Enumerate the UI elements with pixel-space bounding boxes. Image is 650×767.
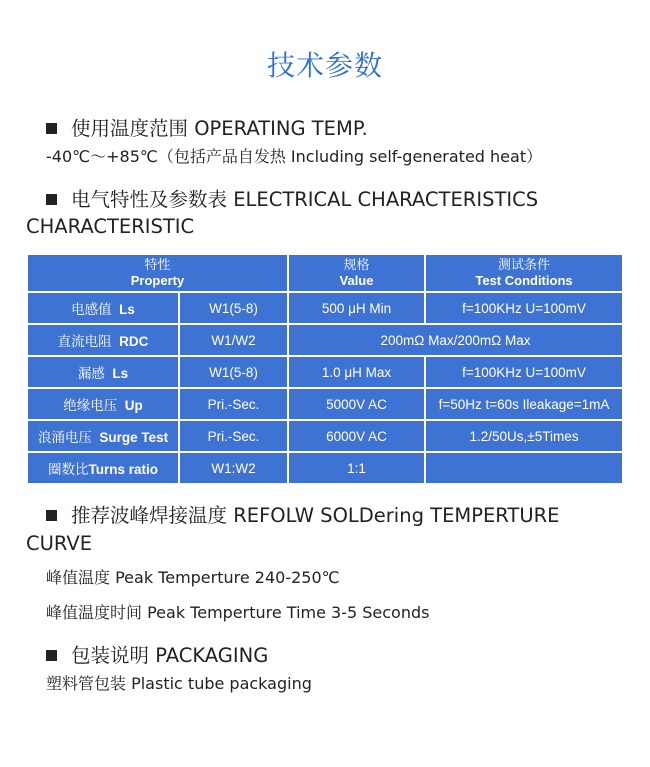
peak-time-text: 峰值温度时间 Peak Temperture Time 3-5 Seconds — [46, 603, 430, 622]
merged-value-cell: 200mΩ Max/200mΩ Max — [288, 324, 623, 356]
property-cell — [27, 356, 179, 388]
bullet-square-icon — [46, 123, 57, 134]
header-test-en: Test Conditions — [475, 273, 573, 288]
reflow-heading-line2: CURVE — [26, 532, 93, 555]
table-row — [27, 292, 623, 324]
electrical-heading-line2: CHARACTERISTIC — [26, 215, 195, 238]
packaging-text: 塑料管包装 Plastic tube packaging — [46, 674, 312, 693]
table-header-row — [27, 254, 623, 292]
header-property-en: Property — [130, 273, 185, 288]
property-cn: 直流电阻 — [57, 334, 112, 349]
electrical-heading-line1: 电气特性及参数表 ELECTRICAL CHARACTERISTICS — [71, 188, 539, 211]
property-cn: 漏感 — [77, 366, 105, 381]
property-cn: 浪涌电压 — [37, 430, 92, 445]
operating-temp-heading-text: 使用温度范围 OPERATING TEMP. — [71, 117, 368, 140]
header-value-en: Value — [339, 273, 374, 288]
property-en: Up — [124, 398, 143, 413]
table-row — [27, 452, 623, 484]
header-property — [27, 254, 288, 292]
reflow-heading-line1: 推荐波峰焊接温度 REFOLW SOLDering TEMPERTURE — [71, 504, 560, 527]
peak-temp-text: 峰值温度 Peak Temperture 240-250℃ — [46, 568, 340, 587]
value-cell: 5000V AC — [288, 388, 425, 420]
operating-temp-text: -40℃～+85℃（包括产品自发热 Including self-generated heat） — [46, 147, 543, 166]
property-en: Turns ratio — [88, 462, 158, 477]
property-en: RDC — [119, 334, 149, 349]
value-cell: 1:1 — [288, 452, 425, 484]
operating-temp-heading — [26, 115, 626, 143]
pins-cell: W1(5-8) — [179, 356, 288, 388]
property-cell — [27, 324, 179, 356]
property-cell — [27, 420, 179, 452]
test-cell: f=100KHz U=100mV — [425, 292, 623, 324]
page-title: 技术参数 — [266, 49, 383, 82]
pins-cell: Pri.-Sec. — [179, 420, 288, 452]
property-cell — [27, 388, 179, 420]
table-row — [27, 356, 623, 388]
bullet-square-icon — [46, 650, 57, 661]
electrical-heading — [26, 186, 626, 214]
value-cell: 500 μH Min — [288, 292, 425, 324]
property-cn: 绝缘电压 — [63, 398, 118, 413]
electrical-spec-table — [26, 253, 624, 485]
header-test-cn: 测试条件 — [497, 257, 550, 272]
packaging-heading — [26, 642, 626, 670]
property-en: Ls — [119, 302, 135, 317]
packaging-heading-text: 包装说明 PACKAGING — [71, 644, 269, 667]
table-row — [27, 388, 623, 420]
table-row — [27, 324, 623, 356]
test-cell: 1.2/50Us,±5Times — [425, 420, 623, 452]
value-cell: 1.0 μH Max — [288, 356, 425, 388]
bullet-square-icon — [46, 194, 57, 205]
property-cn: 圈数比 — [47, 462, 89, 477]
bullet-square-icon — [46, 510, 57, 521]
property-cell — [27, 452, 179, 484]
pins-cell: W1/W2 — [179, 324, 288, 356]
header-test — [425, 254, 623, 292]
property-en: Ls — [112, 366, 129, 381]
pins-cell: Pri.-Sec. — [179, 388, 288, 420]
property-en: Surge Test — [99, 430, 169, 445]
header-value — [288, 254, 425, 292]
property-cell — [27, 292, 179, 324]
test-cell: f=50Hz t=60s Ileakage=1mA — [425, 388, 623, 420]
header-value-cn: 规格 — [343, 257, 370, 272]
pins-cell: W1:W2 — [179, 452, 288, 484]
value-cell: 6000V AC — [288, 420, 425, 452]
pins-cell: W1(5-8) — [179, 292, 288, 324]
header-property-cn: 特性 — [144, 257, 171, 272]
reflow-heading — [26, 502, 626, 530]
table-row — [27, 420, 623, 452]
property-cn: 电感值 — [71, 302, 112, 317]
test-cell — [425, 452, 623, 484]
test-cell: f=100KHz U=100mV — [425, 356, 623, 388]
